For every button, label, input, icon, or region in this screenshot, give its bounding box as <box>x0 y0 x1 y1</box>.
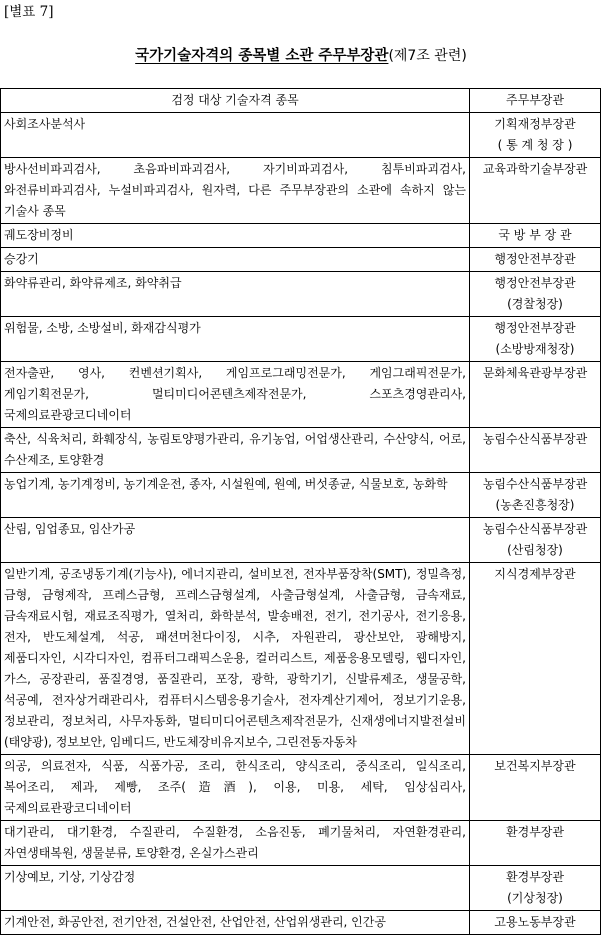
qualification-items-cell: 대기관리, 대기환경, 수질관리, 수질환경, 소음진동, 폐기물처리, 자연환경관리, 자연생태복원, 생물분류, 토양환경, 온실가스관리 <box>1 821 470 866</box>
title-suffix: (제7조 관련) <box>388 48 467 64</box>
table-row <box>1 272 601 317</box>
table-row <box>1 563 601 755</box>
ministry-line: 고용노동부장관 <box>494 915 576 929</box>
table-row <box>1 473 601 518</box>
qualification-items-cell: 의공, 의료전자, 식품, 식품가공, 조리, 한식조리, 양식조리, 중식조리, 일식조리, 복어조리, 제과, 제빵, 조주(造酒), 이용, 미용, 세탁, 임상심리사, 국제의료관광코디네이터 <box>1 755 470 821</box>
ministry-line: (농촌진흥청장) <box>495 498 575 512</box>
ministry-line: 보건복지부장관 <box>494 759 576 773</box>
table-row <box>1 518 601 563</box>
qualification-items-cell: 궤도장비정비 <box>1 224 470 248</box>
table-row <box>1 113 601 158</box>
ministry-line: 지식경제부장관 <box>494 567 576 581</box>
table-row <box>1 428 601 473</box>
qualification-items-cell: 화약류관리, 화약류제조, 화약취급 <box>1 272 470 317</box>
table-row <box>1 911 601 935</box>
table-row <box>1 755 601 821</box>
ministry-cell <box>470 428 601 473</box>
ministry-line: 행정안전부장관 <box>494 321 576 335</box>
ministry-cell <box>470 563 601 755</box>
table-row <box>1 158 601 224</box>
ministry-cell <box>470 866 601 911</box>
ministry-line: 농림수산식품부장관 <box>482 477 588 491</box>
ministry-line: 환경부장관 <box>506 825 564 839</box>
ministry-cell <box>470 224 601 248</box>
ministry-line: 농림수산식품부장관 <box>482 432 588 446</box>
ministry-line: (경찰청장) <box>507 297 563 311</box>
ministry-cell <box>470 158 601 224</box>
qualification-items-cell: 방사선비파괴검사, 초음파비파괴검사, 자기비파괴검사, 침투비파괴검사, 와전류비파괴검사, 누설비파괴검사, 원자력, 다른 주무부장관의 소관에 속하지 않는 기술사 종목 <box>1 158 470 224</box>
ministry-cell <box>470 911 601 935</box>
ministry-cell <box>470 317 601 362</box>
table-row <box>1 821 601 866</box>
qualification-items-cell: 일반기계, 공조냉동기계(기능사), 에너지관리, 설비보전, 전자부품장착(SMT), 정밀측정, 금형, 금형제작, 프레스금형, 프레스금형설계, 사출금형설계, 사출금형, 금속재료, 금속재료시험, 재료조직평가, 열처리, 화학분석, 발송배전, 전기, 전기공사, 전기응용, 전자, 반도체설계, 석공, 패션머천다이징, 시추, 자원관리, 광산보안, 광해방지, 제품디자인, 시각디자인, 컴퓨터그래픽스운용, 컬러리스트, 제품응용모델링, 웹디자인, 가스, 공장관리, 품질경영, 품질관리, 포장, 광학, 광학기기, 신발류제조, 생물공학, 석공예, 전자상거래관리사, 컴퓨터시스템응용기술사, 전자계산기제어, 정보기기운용, 정보관리, 정보처리, 사무자동화, 멀티미디어콘텐츠제작전문가, 신재생에너지발전설비(태양광), 정보보안, 임베디드, 반도체장비유지보수, 그린전동자동차 <box>1 563 470 755</box>
ministry-cell <box>470 272 601 317</box>
ministry-line: 행정안전부장관 <box>494 276 576 290</box>
qualification-items-cell: 승강기 <box>1 248 470 272</box>
table-row <box>1 224 601 248</box>
table-row <box>1 362 601 428</box>
qualification-items-cell: 농업기계, 농기계정비, 농기계운전, 종자, 시설원예, 원예, 버섯종균, 식물보호, 농화학 <box>1 473 470 518</box>
qualification-items-cell: 기계안전, 화공안전, 전기안전, 건설안전, 산업안전, 산업위생관리, 인간공 <box>1 911 470 935</box>
ministry-line: 국 방 부 장 관 <box>498 228 572 242</box>
table-row <box>1 317 601 362</box>
ministry-line: (기상청장) <box>507 891 563 905</box>
ministry-cell <box>470 755 601 821</box>
appendix-label: [별표 7] <box>4 4 54 20</box>
table-row <box>1 866 601 911</box>
qualification-items-cell: 전자출판, 영사, 컨벤션기획사, 게임프로그래밍전문가, 게임그래픽전문가, 게임기획전문가, 멀티미디어콘텐츠제작전문가, 스포츠경영관리사, 국제의료관광코디네이터 <box>1 362 470 428</box>
ministry-line: 행정안전부장관 <box>494 252 576 266</box>
header-ministry: 주무부장관 <box>470 89 601 113</box>
qualification-items-cell: 기상예보, 기상, 기상감정 <box>1 866 470 911</box>
ministry-line: (산림청장) <box>507 543 563 557</box>
document-title <box>0 44 602 65</box>
ministry-cell <box>470 518 601 563</box>
ministry-line: 농림수산식품부장관 <box>482 522 588 536</box>
ministry-line: 기획재정부장관 <box>494 117 576 131</box>
qualification-items-cell: 사회조사분석사 <box>1 113 470 158</box>
header-items: 검정 대상 기술자격 종목 <box>1 89 470 113</box>
table-row <box>1 248 601 272</box>
table-header-row <box>1 89 601 113</box>
ministry-line: 문화체육관광부장관 <box>482 366 588 380</box>
ministry-cell <box>470 113 601 158</box>
ministry-line: ( 통 계 청 장 ) <box>497 138 573 152</box>
ministry-cell <box>470 473 601 518</box>
qualification-items-cell: 위험물, 소방, 소방설비, 화재감식평가 <box>1 317 470 362</box>
ministry-cell <box>470 362 601 428</box>
ministry-line: 교육과학기술부장관 <box>482 162 588 176</box>
ministry-cell <box>470 248 601 272</box>
ministry-line: (소방방재청장) <box>495 342 575 356</box>
title-main: 국가기술자격의 종목별 소관 주무부장관 <box>135 48 389 64</box>
ministry-line: 환경부장관 <box>506 870 564 884</box>
ministry-cell <box>470 821 601 866</box>
qualification-items-cell: 축산, 식육처리, 화훼장식, 농림토양평가관리, 유기농업, 어업생산관리, 수산양식, 어로, 수산제조, 토양환경 <box>1 428 470 473</box>
ministry-table <box>0 88 601 935</box>
qualification-items-cell: 산림, 임업종묘, 임산가공 <box>1 518 470 563</box>
